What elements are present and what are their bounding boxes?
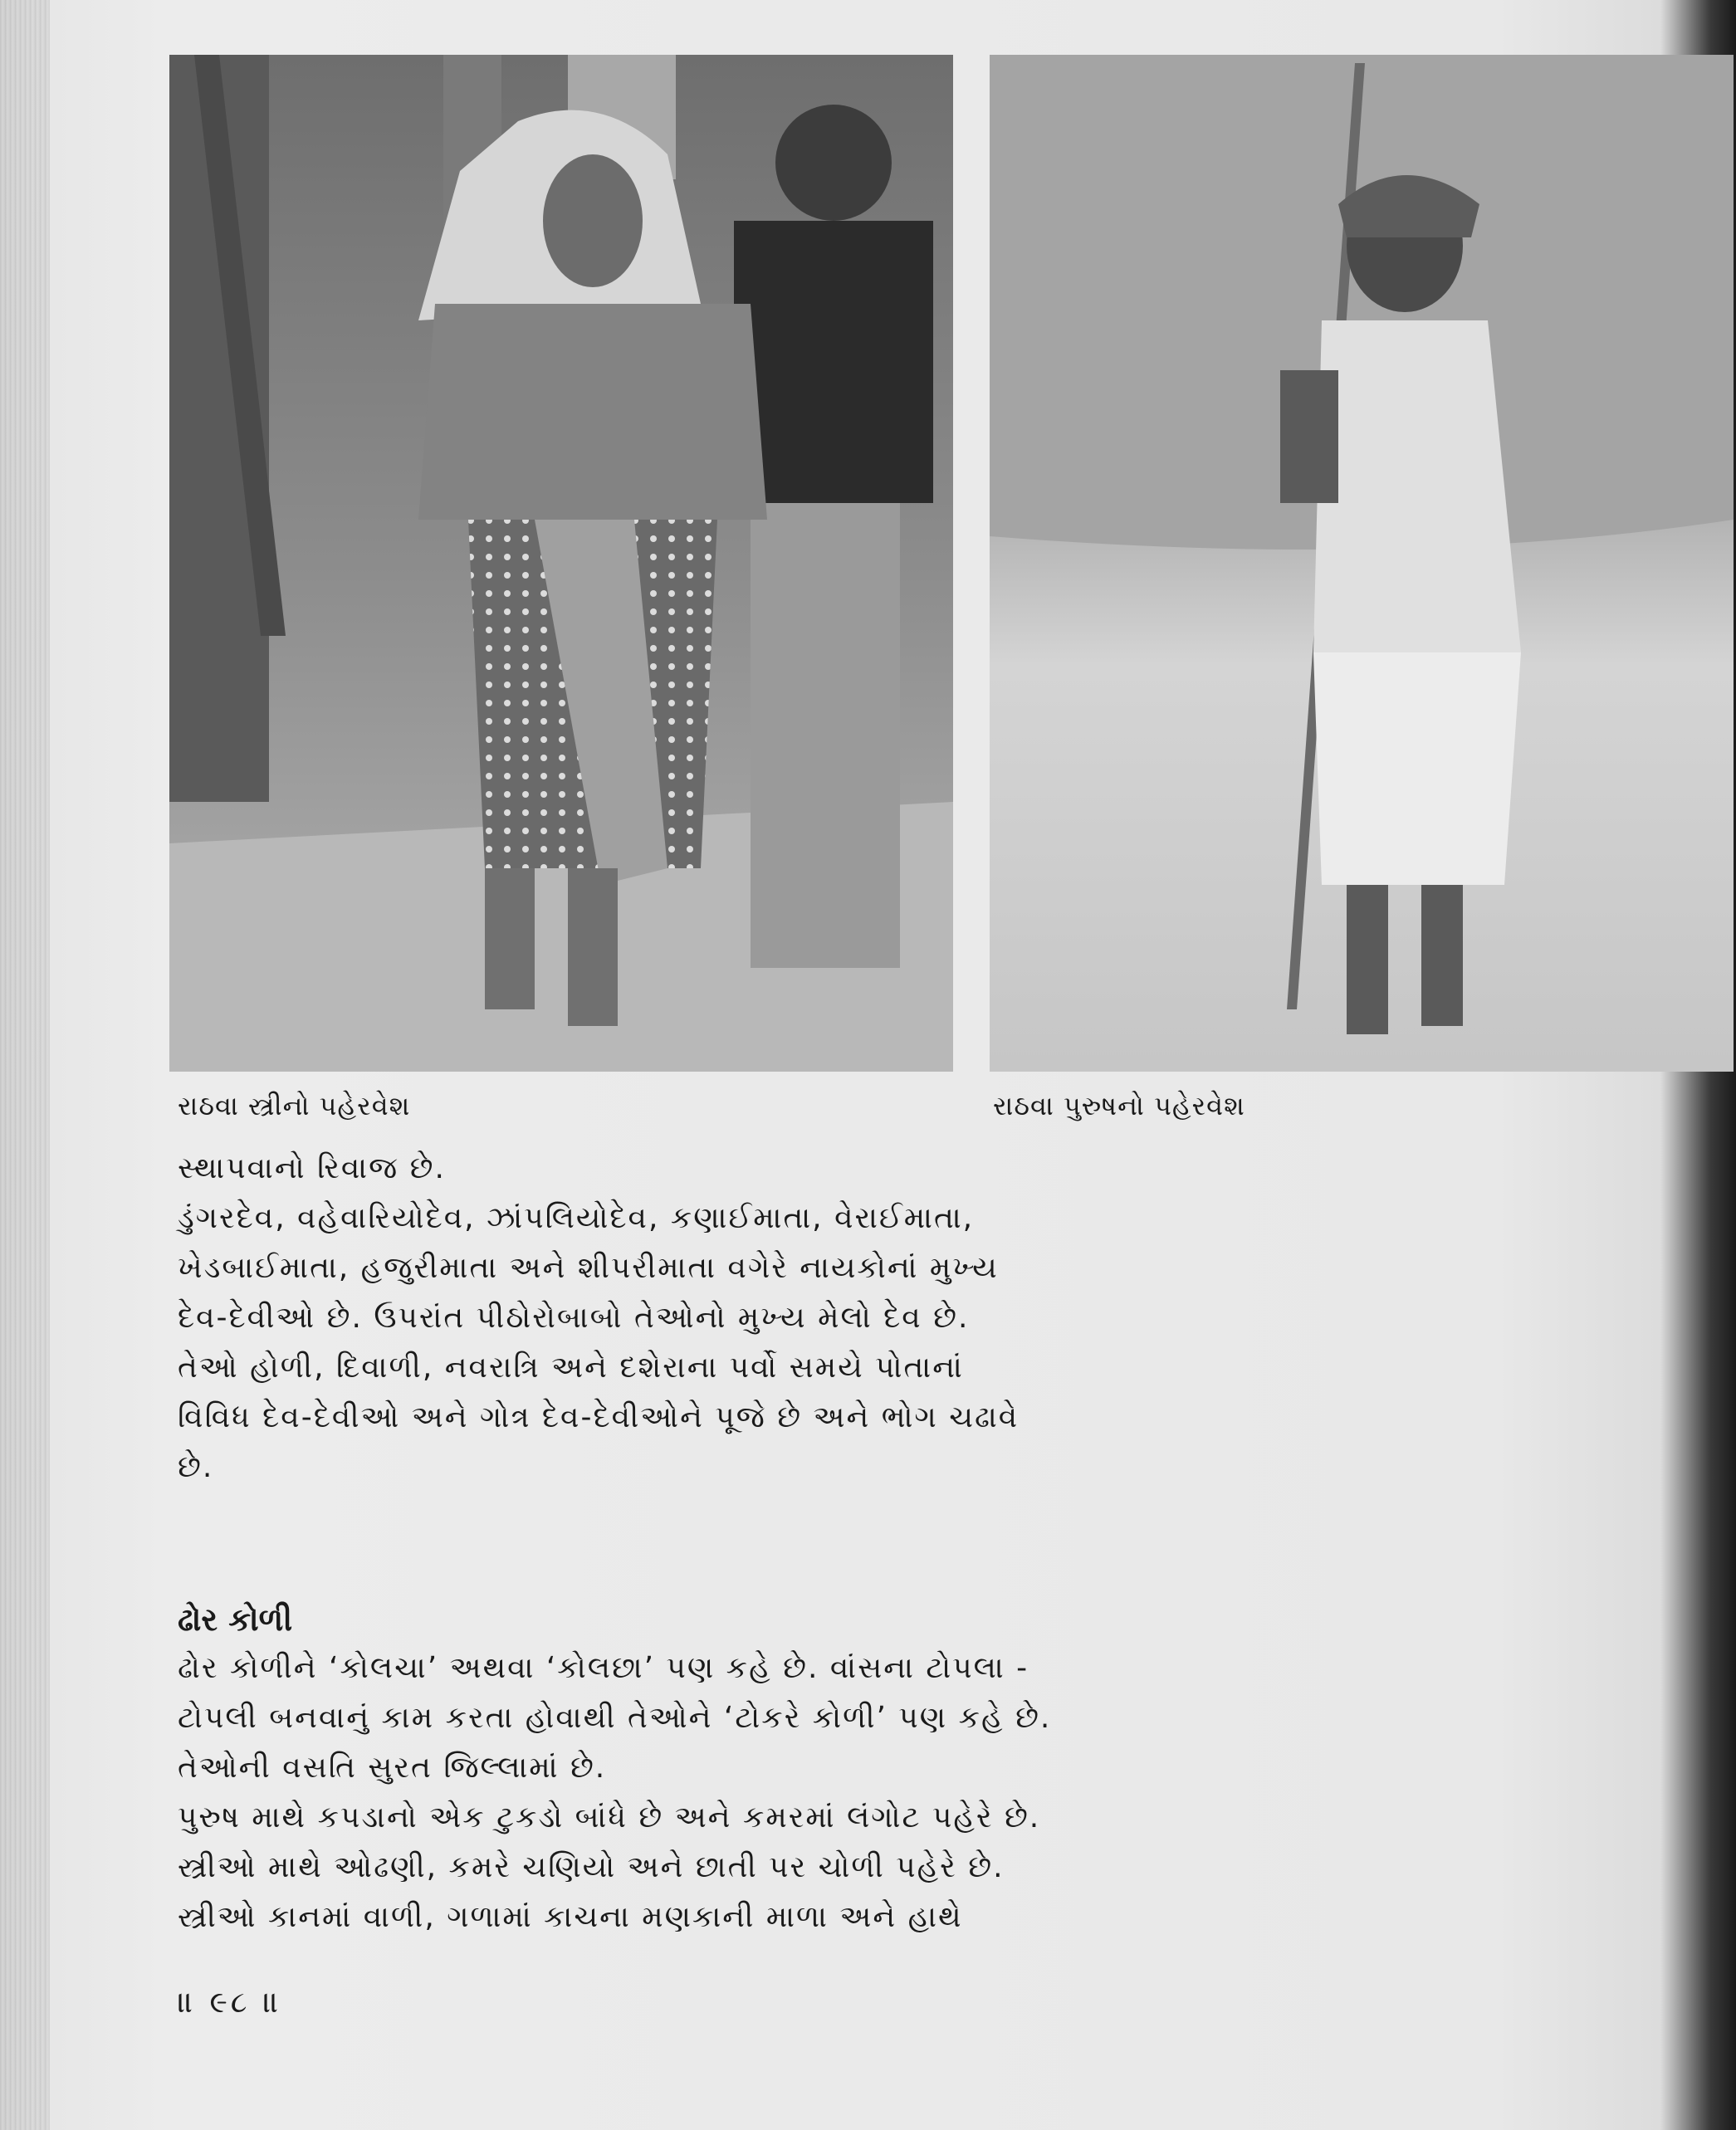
photo-woman-illustration <box>169 55 953 1072</box>
text-line: ખેડબાઈમાતા, હજુરીમાતા અને શીપરીમાતા વગેરે નાયકોનાં મુખ્ય <box>178 1251 999 1285</box>
text-line: તેઓની વસતિ સુરત જિલ્લામાં છે. <box>178 1751 607 1785</box>
caption-woman: રાઠવા સ્ત્રીનો પહેરવેશ <box>178 1090 411 1121</box>
section-heading: ઢોર કોળી <box>178 1601 293 1638</box>
text-line: ટોપલી બનવાનું કામ કરતા હોવાથી તેઓને ‘ટોકરે કોળી’ પણ કહે છે. <box>178 1701 1052 1735</box>
photo-man-illustration <box>990 55 1734 1072</box>
paragraph-dhor-koli <box>178 1644 1052 1942</box>
text-line: ડુંગરદેવ, વહેવારિયોદેવ, ઝાંપલિયોદેવ, કણાઈમાતા, વેરાઈમાતા, <box>178 1201 975 1235</box>
paragraph-deities <box>178 1144 1041 1492</box>
text-line: સ્ત્રીઓ કાનમાં વાળી, ગળામાં કાચના મણકાની માળા અને હાથે <box>178 1900 963 1934</box>
photo-rathwa-woman <box>169 55 953 1072</box>
text-line: દેવ-દેવીઓ છે. ઉપરાંત પીઠોરોબાબો તેઓનો મુખ્ય મેલો દેવ છે. <box>178 1301 970 1335</box>
caption-man: રાઠવા પુરુષનો પહેરવેશ <box>993 1090 1245 1121</box>
text-line: પુરુષ માથે કપડાનો એક ટુકડો બાંધે છે અને કમરમાં લંગોટ પહેરે છે. <box>178 1800 1041 1834</box>
text-line: તેઓ હોળી, દિવાળી, નવરાત્રિ અને દશેરાના પર્વો સમયે પોતાનાં <box>178 1351 964 1385</box>
text-line: સ્ત્રીઓ માથે ઓઢણી, કમરે ચણિયો અને છાતી પર ચોળી પહેરે છે. <box>178 1850 1005 1884</box>
page-edge <box>0 0 50 2130</box>
text-line: ઢોર કોળીને ‘કોલચા’ અથવા ‘કોલછા’ પણ કહે છે. વાંસના ટોપલા - <box>178 1651 1029 1685</box>
text-line: સ્થાપવાનો રિવાજ છે. <box>178 1151 446 1185</box>
photo-rathwa-man <box>990 55 1734 1072</box>
text-line: વિવિધ દેવ-દેવીઓ અને ગોત્ર દેવ-દેવીઓને પૂજે છે અને ભોગ ચઢાવે <box>178 1400 1020 1434</box>
text-line: છે. <box>178 1450 214 1484</box>
page-number: ॥ ૯૮ ॥ <box>178 1986 283 2020</box>
